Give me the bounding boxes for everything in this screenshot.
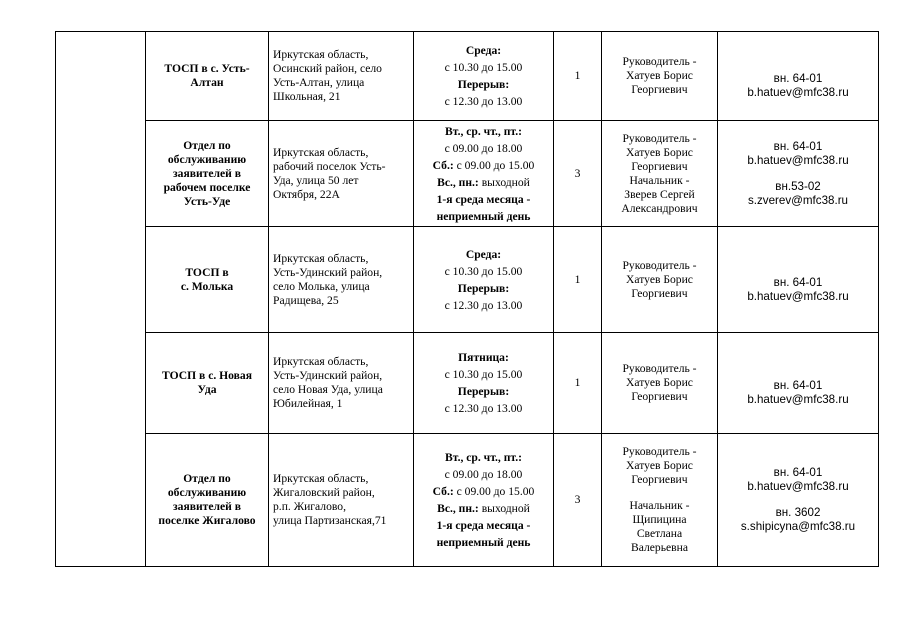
- office-name-line: Отдел по: [183, 138, 231, 152]
- schedule-line: неприемный день: [436, 209, 531, 223]
- schedule-line: с 12.30 до 13.00: [444, 402, 523, 415]
- schedule-line: с 10.30 до 15.00: [444, 264, 523, 278]
- office-name-cell: [146, 121, 269, 227]
- address-cell: [269, 32, 414, 121]
- schedule-line: неприемный день: [436, 536, 531, 549]
- staff-line: Руководитель -: [622, 55, 697, 68]
- contacts-block: [722, 72, 874, 100]
- staff-line: Хатуев Борис: [626, 272, 693, 286]
- email-text: b.hatuev@mfc38.ru: [747, 480, 849, 493]
- contacts-block: [722, 140, 874, 208]
- phone-extension: [722, 168, 874, 180]
- windows-count-cell: 1: [554, 32, 602, 121]
- staff-line: [606, 487, 713, 499]
- staff-cell: [602, 32, 718, 121]
- phone-extension: вн. 64-01: [773, 379, 823, 392]
- staff-cell: [602, 227, 718, 333]
- phone-extension: [722, 494, 874, 506]
- email-text: b.hatuev@mfc38.ru: [747, 153, 849, 167]
- schedule-line: Вс., пн.: выходной: [437, 175, 530, 189]
- contacts-block: [722, 276, 874, 304]
- address-line: Школьная, 21: [273, 90, 341, 103]
- office-name-line: ТОСП в с. Новая: [162, 369, 252, 382]
- staff-line: Хатуев Борис: [626, 69, 693, 82]
- address-line: Иркутская область,: [273, 48, 369, 61]
- address-line: Юбилейная, 1: [273, 397, 343, 410]
- address-line: село Новая Уда, улица: [273, 383, 383, 396]
- email-text: b.hatuev@mfc38.ru: [747, 86, 849, 99]
- schedule-day-label: Сб.:: [432, 158, 454, 172]
- schedule-line: с 09.00 до 18.00: [444, 468, 523, 481]
- office-name-cell: [146, 227, 269, 333]
- windows-count-cell: 3: [554, 434, 602, 567]
- staff-line: Хатуев Борис: [626, 376, 693, 389]
- staff-line: Начальник -: [629, 499, 690, 512]
- schedule-line: с 12.30 до 13.00: [444, 95, 523, 108]
- address-line: Иркутская область,: [273, 145, 369, 159]
- schedule-line: Вт., ср. чт., пт.:: [445, 124, 522, 138]
- address-line: село Молька, улица: [273, 279, 370, 293]
- address-line: Усть-Удинский район,: [273, 369, 383, 382]
- schedule-line: Среда:: [465, 44, 502, 57]
- empty-region-cell: [56, 32, 146, 567]
- schedule-cell: [414, 434, 554, 567]
- office-name-line: заявителей в: [172, 166, 241, 180]
- schedule-line: Перерыв:: [457, 78, 510, 91]
- schedule-day-label: Вс., пн.:: [437, 175, 479, 189]
- office-name-cell: [146, 434, 269, 567]
- schedule-day-label: Сб.:: [432, 485, 454, 498]
- address-line: рабочий поселок Усть-: [273, 159, 386, 173]
- office-name-line: Отдел по: [183, 472, 231, 485]
- schedule-line: с 09.00 до 18.00: [444, 141, 523, 155]
- office-name-line: Алтан: [190, 76, 224, 89]
- contacts-cell: [718, 32, 879, 121]
- address-line: Уда, улица 50 лет: [273, 173, 359, 187]
- office-name-line: ТОСП в с. Усть-: [164, 62, 250, 75]
- staff-line: Руководитель -: [622, 445, 697, 458]
- office-name-line: ТОСП в: [185, 265, 229, 279]
- staff-line: Александрович: [621, 201, 698, 215]
- contacts-block: [722, 466, 874, 534]
- windows-count-cell: 1: [554, 227, 602, 333]
- office-name-cell: [146, 32, 269, 121]
- staff-line: Валерьевна: [631, 541, 688, 554]
- staff-line: Зверев Сергей: [624, 187, 695, 201]
- contacts-cell: [718, 121, 879, 227]
- staff-line: Хатуев Борис: [626, 145, 693, 159]
- phone-extension: вн. 64-01: [773, 72, 823, 85]
- schedule-cell: [414, 32, 554, 121]
- staff-line: Георгиевич: [631, 83, 688, 96]
- schedule-line: Среда:: [465, 247, 502, 261]
- schedule-line: Сб.: с 09.00 до 15.00: [432, 158, 535, 172]
- staff-line: Светлана: [636, 527, 683, 540]
- schedule-day-label: Вс., пн.:: [437, 502, 479, 515]
- address-line: Иркутская область,: [273, 355, 369, 368]
- email-text: b.hatuev@mfc38.ru: [747, 289, 849, 303]
- schedule-line: Перерыв:: [457, 281, 510, 295]
- office-name-line: Уда: [197, 383, 217, 396]
- office-name-line: заявителей в: [172, 500, 241, 513]
- staff-line: Хатуев Борис: [626, 459, 693, 472]
- windows-count-cell: 3: [554, 121, 602, 227]
- table-row: [56, 434, 879, 567]
- phone-extension: вн. 64-01: [773, 139, 823, 153]
- schedule-line: с 10.30 до 15.00: [444, 368, 523, 381]
- schedule-line: Пятница:: [458, 351, 509, 364]
- office-name-line: поселке Жигалово: [158, 514, 256, 527]
- branches-table: [55, 31, 879, 567]
- address-line: Осинский район, село: [273, 62, 382, 75]
- table-row: [56, 32, 879, 121]
- email-text: s.shipicyna@mfc38.ru: [740, 520, 856, 533]
- contacts-block: [722, 379, 874, 407]
- staff-line: Щипицина: [632, 513, 687, 526]
- office-name-line: обслуживанию: [167, 152, 247, 166]
- schedule-line: Сб.: с 09.00 до 15.00: [432, 485, 535, 498]
- phone-extension: вн. 64-01: [773, 466, 823, 479]
- email-text: s.zverev@mfc38.ru: [747, 193, 849, 207]
- windows-count-cell: 1: [554, 333, 602, 434]
- address-line: Радищева, 25: [273, 293, 339, 307]
- schedule-cell: [414, 333, 554, 434]
- schedule-line: с 10.30 до 15.00: [444, 61, 523, 74]
- staff-line: Руководитель -: [622, 131, 697, 145]
- contacts-cell: [718, 227, 879, 333]
- schedule-line: Вс., пн.: выходной: [437, 502, 530, 515]
- office-name-line: рабочем поселке: [163, 180, 251, 194]
- address-line: Иркутская область,: [273, 472, 369, 485]
- table-row: [56, 227, 879, 333]
- address-line: Жигаловский район,: [273, 486, 375, 499]
- schedule-line: Вт., ср. чт., пт.:: [445, 451, 522, 464]
- contacts-cell: [718, 434, 879, 567]
- schedule-line: 1-я среда месяца -: [436, 192, 531, 206]
- staff-cell: [602, 333, 718, 434]
- schedule-line: Перерыв:: [457, 385, 510, 398]
- office-name-line: с. Молька: [180, 279, 234, 293]
- table-body: [56, 32, 879, 567]
- phone-extension: вн.53-02: [775, 179, 821, 193]
- address-line: Усть-Удинский район,: [273, 265, 383, 279]
- address-cell: [269, 434, 414, 567]
- schedule-cell: [414, 121, 554, 227]
- staff-line: Руководитель -: [622, 258, 697, 272]
- table-row: [56, 333, 879, 434]
- contacts-cell: [718, 333, 879, 434]
- office-name-line: Усть-Уде: [183, 194, 231, 208]
- staff-line: Начальник -: [629, 173, 690, 187]
- address-cell: [269, 227, 414, 333]
- email-text: b.hatuev@mfc38.ru: [747, 393, 849, 406]
- schedule-cell: [414, 227, 554, 333]
- table-row: [56, 121, 879, 227]
- address-line: р.п. Жигалово,: [273, 500, 346, 513]
- staff-line: Георгиевич: [631, 390, 688, 403]
- address-line: улица Партизанская,71: [273, 514, 387, 527]
- address-line: Октября, 22А: [273, 187, 340, 201]
- staff-line: Георгиевич: [631, 286, 688, 300]
- address-line: Иркутская область,: [273, 251, 369, 265]
- staff-cell: [602, 121, 718, 227]
- phone-extension: вн. 64-01: [773, 275, 823, 289]
- staff-line: Георгиевич: [631, 473, 688, 486]
- office-name-line: обслуживанию: [167, 486, 247, 499]
- address-line: Усть-Алтан, улица: [273, 76, 365, 89]
- staff-cell: [602, 434, 718, 567]
- staff-line: Руководитель -: [622, 362, 697, 375]
- schedule-line: 1-я среда месяца -: [436, 519, 531, 532]
- staff-line: Георгиевич: [631, 159, 688, 173]
- address-cell: [269, 333, 414, 434]
- phone-extension: вн. 3602: [775, 506, 821, 519]
- address-cell: [269, 121, 414, 227]
- office-name-cell: [146, 333, 269, 434]
- schedule-line: с 12.30 до 13.00: [444, 298, 523, 312]
